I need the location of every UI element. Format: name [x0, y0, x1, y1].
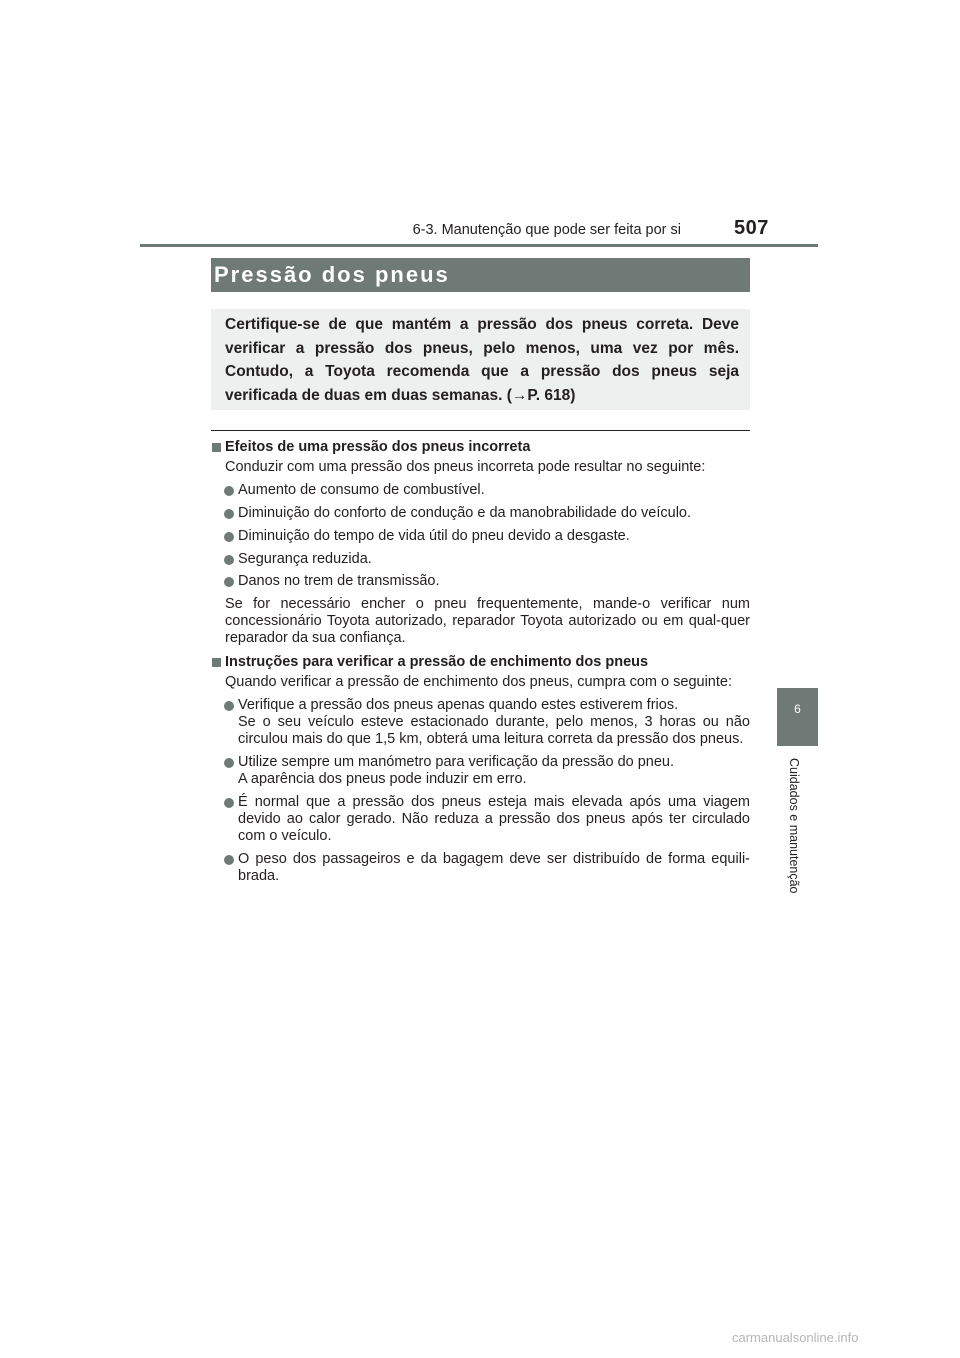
circle-bullet-icon [224, 486, 234, 496]
watermark: carmanualsonline.info [732, 1330, 859, 1345]
section-heading [211, 439, 750, 456]
list-item [211, 754, 750, 788]
list-item-text: Aumento de consumo de combustível. [238, 482, 485, 499]
square-bullet-icon [212, 443, 221, 452]
section-lead: Quando verificar a pressão de enchimento dos pneus, cumpra com o seguinte: [225, 673, 732, 690]
section-heading [211, 654, 750, 671]
list-item-text: É normal que a pressão dos pneus esteja mais elevada após uma viagem devido ao calor gerado. Não reduza a pressão dos pneus após ter circulado com o veículo. [238, 793, 750, 845]
list-item-detail: Se o seu veículo esteve estacionado durante, pelo menos, 3 horas ou não circulou mais do que 1,5 km, obterá uma leitura correta da pressão dos pneus. [238, 714, 750, 748]
list-item-text: Segurança reduzida. [238, 550, 372, 567]
list-item [211, 551, 750, 568]
section-lead: Conduzir com uma pressão dos pneus incorreta pode resultar no seguinte: [225, 459, 706, 476]
list-item-text: Diminuição do tempo de vida útil do pneu devido a desgaste. [238, 527, 630, 544]
list-item [211, 851, 750, 885]
list-item [211, 697, 750, 749]
square-bullet-icon [212, 658, 221, 667]
circle-bullet-icon [224, 577, 234, 587]
circle-bullet-icon [224, 798, 234, 808]
header-rule [140, 244, 818, 247]
section-trailer: Se for necessário encher o pneu frequentemente, mande-o verificar num concessionário Toyota autorizado, reparador Toyota autorizado ou em qual-quer reparador da sua confiança. [225, 595, 750, 647]
header-section-title: 6-3. Manutenção que pode ser feita por si [412, 222, 681, 238]
circle-bullet-icon [224, 701, 234, 711]
list-item-text: O peso dos passageiros e da bagagem deve ser distribuído de forma equili-brada. [238, 851, 750, 885]
chapter-tab-label: Cuidados e manutenção [787, 758, 801, 894]
circle-bullet-icon [224, 532, 234, 542]
page-title: Pressão dos pneus [214, 262, 450, 287]
chapter-tab [777, 688, 818, 746]
list-item-text: Verifique a pressão dos pneus apenas quando estes estiverem frios. [238, 696, 679, 713]
chapter-tab-number: 6 [794, 702, 801, 716]
list-item [211, 505, 750, 522]
list-item-text: Danos no trem de transmissão. [238, 573, 440, 590]
section-heading-text: Instruções para verificar a pressão de enchimento dos pneus [225, 653, 649, 670]
list-item-text: Diminuição do conforto de condução e da manobrabilidade do veículo. [238, 505, 692, 522]
list-item-detail: A aparência dos pneus pode induzir em erro. [238, 771, 527, 788]
circle-bullet-icon [224, 855, 234, 865]
list-item [211, 528, 750, 545]
page-number: 507 [734, 217, 769, 239]
circle-bullet-icon [224, 555, 234, 565]
list-item [211, 573, 750, 590]
section-rule [211, 430, 750, 431]
main-content [211, 439, 750, 891]
list-item [211, 794, 750, 846]
circle-bullet-icon [224, 758, 234, 768]
section-heading-text: Efeitos de uma pressão dos pneus incorreta [225, 439, 531, 455]
list-item-text: Utilize sempre um manómetro para verificação da pressão do pneu. [238, 754, 675, 771]
circle-bullet-icon [224, 509, 234, 519]
list-item [211, 482, 750, 499]
intro-text: Certifique-se de que mantém a pressão dos pneus correta. Deve verificar a pressão dos pneus, pelo menos, uma vez por mês. Contudo, a Toyota recomenda que a pressão dos pneus seja verificada de duas em duas semanas. (→P. 618) [225, 316, 739, 404]
